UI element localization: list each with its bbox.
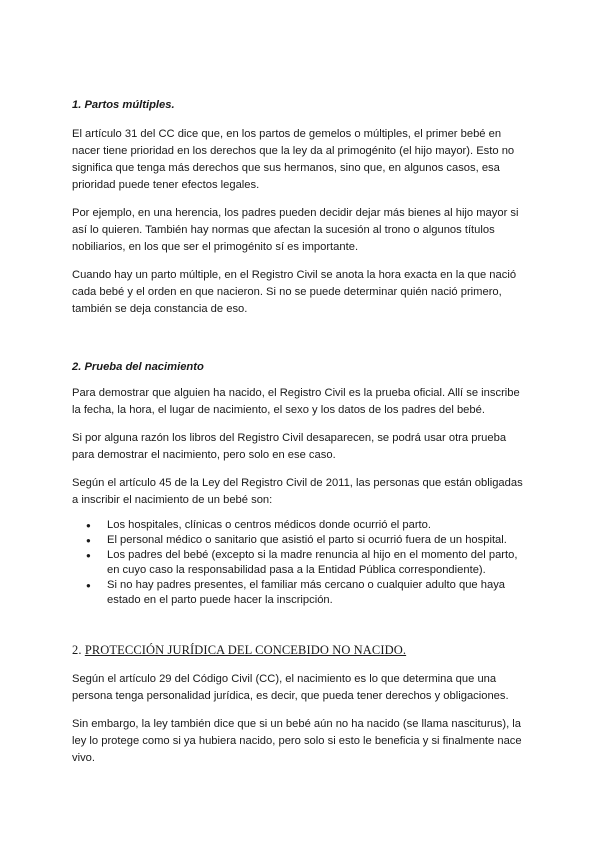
paragraph: Según el artículo 45 de la Ley del Registro Civil de 2011, las personas que están obligadas a inscribir el nacimiento de un bebé son: [72, 477, 523, 506]
document-content [72, 97, 530, 767]
list-item: ● Si no hay padres presentes, el familiar más cercano o cualquier adulto que haya estado en el parto puede hacer la inscripción. [72, 578, 530, 608]
section-heading-proteccion-juridica [72, 642, 530, 658]
paragraph: Según el artículo 29 del Código Civil (CC), el nacimiento es lo que determina que una persona tenga personalidad jurídica, es decir, que pueda tener derechos y obligaciones. [72, 673, 509, 702]
section-heading-prueba-nacimiento: 2. Prueba del nacimiento [72, 361, 204, 373]
list-item: ● Los hospitales, clínicas o centros médicos donde ocurrió el parto. [72, 518, 530, 533]
section-number: 2. [72, 643, 82, 657]
paragraph: Cuando hay un parto múltiple, en el Registro Civil se anota la hora exacta en la que nació cada bebé y el orden en que nacieron. Si no se puede determinar quién nació primero, también se deja constancia de eso. [72, 269, 517, 315]
list-item: ● Los padres del bebé (excepto si la madre renuncia al hijo en el momento del parto, en cuyo caso la responsabilidad pasa a la Entidad Pública correspondiente). [72, 548, 530, 578]
paragraph: Por ejemplo, en una herencia, los padres pueden decidir dejar más bienes al hijo mayor si así lo quieren. También hay normas que afectan la sucesión al trono o algunos títulos nobiliarios, en los que ser el primogénito sí es importante. [72, 207, 519, 253]
list-item: ● El personal médico o sanitario que asistió el parto si ocurrió fuera de un hospital. [72, 533, 530, 548]
paragraph: Para demostrar que alguien ha nacido, el Registro Civil es la prueba oficial. Allí se inscribe la fecha, la hora, el lugar de nacimiento, el sexo y los datos de los padres del bebé. [72, 387, 520, 416]
paragraph: Si por alguna razón los libros del Registro Civil desaparecen, se podrá usar otra prueba para demostrar el nacimiento, pero solo en ese caso. [72, 432, 507, 461]
section-heading-partos-multiples: 1. Partos múltiples. [72, 99, 175, 111]
paragraph: Sin embargo, la ley también dice que si un bebé aún no ha nacido (se llama nasciturus), la ley lo protege como si ya hubiera nacido, pero solo si esto le beneficia y si finalmente nace vivo. [72, 718, 522, 764]
paragraph: El artículo 31 del CC dice que, en los partos de gemelos o múltiples, el primer bebé en nacer tiene prioridad en los derechos que la ley da al primogénito (el hijo mayor). Esto no significa que tenga más derechos que sus hermanos, sino que, en algunos casos, esa prioridad puede tener efectos legales. [72, 128, 515, 191]
section-title: PROTECCIÓN JURÍDICA DEL CONCEBIDO NO NACIDO. [84, 643, 407, 657]
obligated-persons-list [72, 518, 530, 608]
